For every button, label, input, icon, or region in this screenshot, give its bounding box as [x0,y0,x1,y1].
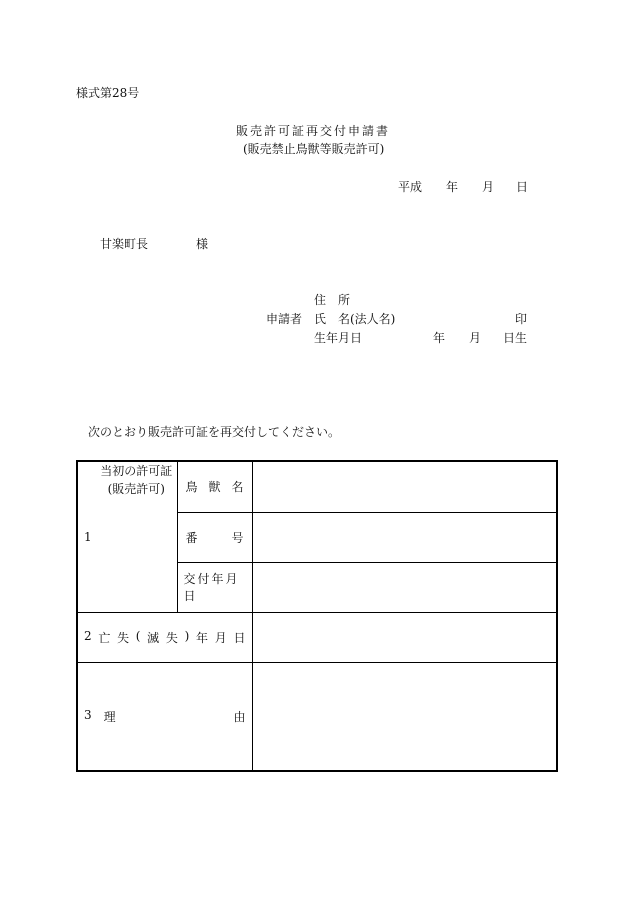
date-month: 月 [482,180,495,194]
issue-date-label-cell [177,562,252,612]
date-year: 年 [446,180,459,194]
document-subtitle: (販売禁止鳥獣等販売許可) [243,142,385,156]
birth-day: 日生 [503,331,528,345]
section2-char: 滅 [147,630,160,645]
permit-number-char: 番 [185,530,198,545]
section3-number: 3 [84,707,92,722]
date-era: 平成 [398,180,423,194]
section2-char: ) [184,628,190,643]
issue-date-value-cell[interactable] [252,562,557,612]
birth-year: 年 [433,331,446,345]
section2-char: 亡 [98,630,111,645]
reason-value-cell[interactable] [252,662,557,771]
section3-char: 理 [103,709,116,724]
form-number: 様式第28号 [76,86,140,100]
section2-char: 日 [233,630,246,645]
section1-number: 1 [84,529,92,544]
species-value-cell[interactable] [252,461,557,512]
document-title: 販売許可証再交付申請書 [236,124,391,138]
species-char: 名 [231,480,244,495]
section3-char: 由 [233,709,246,724]
section2-char: 月 [214,630,227,645]
section1-label-cell [77,461,177,612]
permit-number-label-cell [177,512,252,562]
addressee-honorific: 様 [196,237,209,251]
address-label: 住 所 [314,293,351,307]
section2-label-cell [77,612,252,662]
seal-label: 印 [515,312,528,326]
issue-date-label: 交付年月日 [183,572,240,603]
section2-number: 2 [84,628,92,643]
section3-label [78,708,252,725]
species-char: 獣 [208,480,221,495]
section2-char: ( [135,628,141,643]
section2-label [78,629,252,646]
birth-month: 月 [469,331,482,345]
species-char: 鳥 [185,480,198,495]
section2-char: 失 [165,630,178,645]
birth-label: 生年月日 [314,331,363,345]
date-day: 日 [516,180,529,194]
applicant-label: 申請者 [266,312,303,326]
section1-label-line1: 当初の許可証 [100,464,173,478]
application-table [76,460,558,772]
section2-char: 失 [117,630,130,645]
permit-number-char: 号 [231,530,244,545]
section3-label-cell [77,662,252,771]
species-label-cell [177,461,252,512]
addressee-name: 甘楽町長 [100,237,149,251]
name-label: 氏 名(法人名) [314,312,396,326]
permit-number-label [178,529,252,546]
section1-label [78,462,177,498]
loss-date-value-cell[interactable] [252,612,557,662]
permit-number-value-cell[interactable] [252,512,557,562]
section1-label-line2: (販売許可) [107,482,165,496]
request-text: 次のとおり販売許可証を再交付してください。 [88,425,341,439]
species-label [178,478,252,495]
section2-char: 年 [196,630,209,645]
